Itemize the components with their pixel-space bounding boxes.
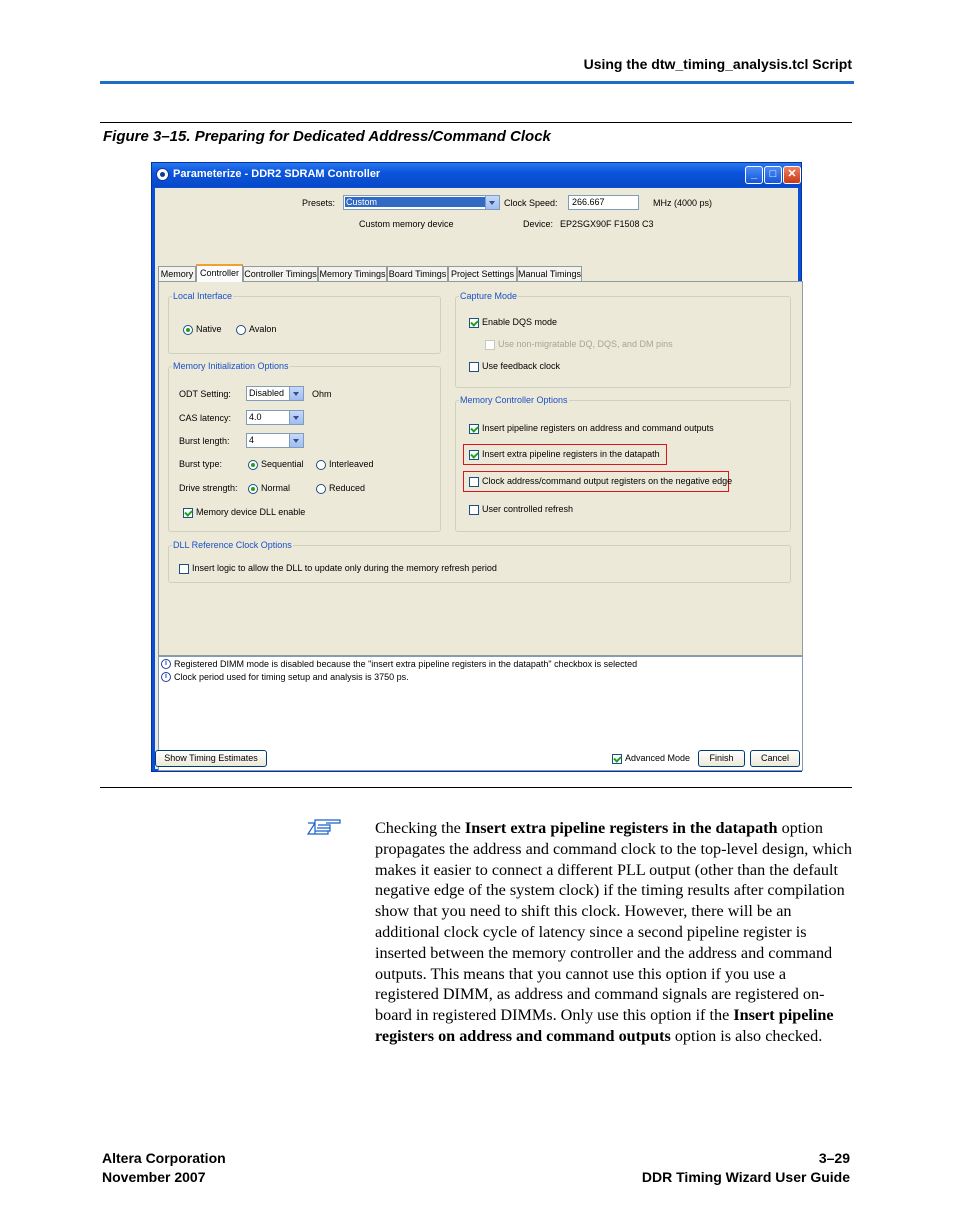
enable-dqs-checkbox[interactable] (469, 318, 479, 328)
presets-value: Custom (345, 197, 485, 207)
interleaved-label: Interleaved (329, 459, 374, 469)
controller-tab-panel (158, 281, 803, 656)
clock-address-checkbox[interactable] (469, 477, 479, 487)
advanced-mode-checkbox[interactable] (612, 754, 622, 764)
native-label: Native (196, 324, 222, 334)
cas-value: 4.0 (249, 412, 262, 422)
maximize-button[interactable]: □ (764, 166, 782, 184)
odt-unit: Ohm (312, 389, 332, 399)
dll-enable-checkbox[interactable] (183, 508, 193, 518)
note-bold-option: Insert pipeline registers on address and command outputs (375, 1006, 834, 1045)
non-migratable-label: Use non-migratable DQ, DQS, and DM pins (498, 339, 673, 349)
device-label: Device: (523, 219, 554, 229)
burst-length-value: 4 (249, 435, 255, 445)
pointing-hand-icon (306, 817, 342, 837)
avalon-radio[interactable] (236, 325, 246, 335)
burst-type-label: Burst type: (179, 459, 223, 469)
memory-init-title: Memory Initialization Options (173, 361, 289, 371)
dll-reference-group (168, 540, 791, 583)
insert-extra-label: Insert extra pipeline registers in the datapath (482, 449, 660, 459)
feedback-clock-label: Use feedback clock (482, 361, 561, 371)
footer-guide-title: DDR Timing Wizard User Guide (641, 1169, 850, 1185)
chevron-down-icon[interactable] (485, 196, 499, 209)
presets-description: Custom memory device (359, 219, 454, 229)
dll-enable-label: Memory device DLL enable (196, 507, 306, 517)
normal-radio[interactable] (248, 484, 258, 494)
odt-value: Disabled (249, 388, 285, 398)
drive-strength-label: Drive strength: (179, 483, 238, 493)
device-value: EP2SGX90F F1508 C3 (560, 219, 654, 229)
tab-memory[interactable]: Memory (158, 266, 196, 281)
note-text: option propagates the address and command clock to the top-level design, which makes it easier to connect a different PLL output (other than the default negative edge of the system clock) if the timing results after compilation show that you need to shift this clock. However, there will be an additional clock cycle of latency since a second pipeline register is inserted between the memory controller and the address and command outputs. This means that you cannot use this option if you use a registered DIMM, as address and command signals are registered on-board in registered DIMMs. Only use this option if the (375, 819, 852, 1025)
memory-init-group (168, 361, 441, 532)
advanced-mode-label: Advanced Mode (625, 753, 691, 763)
figure-rule-top (100, 122, 852, 123)
header-rule (100, 81, 854, 84)
tab-memory-timings[interactable]: Memory Timings (318, 266, 387, 281)
capture-mode-group (455, 291, 791, 388)
sequential-label: Sequential (261, 459, 304, 469)
cancel-button[interactable]: Cancel (750, 750, 800, 767)
close-button[interactable]: ✕ (783, 166, 801, 184)
clock-address-label: Clock address/command output registers on the negative edge (482, 476, 733, 486)
note-paragraph (375, 818, 853, 1047)
clock-speed-unit: MHz (4000 ps) (653, 198, 713, 208)
footer-company: Altera Corporation (102, 1150, 226, 1166)
footer-date: November 2007 (102, 1169, 206, 1185)
parameterize-dialog (151, 162, 802, 772)
local-interface-group (168, 291, 441, 354)
figure-caption: Figure 3–15. Preparing for Dedicated Address/Command Clock (103, 128, 551, 145)
minimize-button[interactable]: _ (745, 166, 763, 184)
clock-speed-input[interactable]: 266.667 (568, 195, 639, 210)
info-icon: i (161, 659, 171, 669)
insert-pipeline-label: Insert pipeline registers on address and command outputs (482, 423, 714, 433)
presets-label: Presets: (302, 198, 336, 208)
odt-select[interactable] (246, 386, 304, 401)
reduced-label: Reduced (329, 483, 366, 493)
tab-project-settings[interactable]: Project Settings (448, 266, 517, 281)
insert-logic-checkbox[interactable] (179, 564, 189, 574)
dialog-client (155, 188, 798, 769)
normal-label: Normal (261, 483, 291, 493)
clock-speed-label: Clock Speed: (504, 198, 558, 208)
cas-select[interactable] (246, 410, 304, 425)
chevron-down-icon[interactable] (289, 434, 303, 447)
tab-controller-timings[interactable]: Controller Timings (243, 266, 318, 281)
user-refresh-checkbox[interactable] (469, 505, 479, 515)
cas-label: CAS latency: (179, 413, 232, 423)
running-header: Using the dtw_timing_analysis.tcl Script (583, 56, 852, 72)
dll-reference-title: DLL Reference Clock Options (173, 540, 292, 550)
feedback-clock-checkbox[interactable] (469, 362, 479, 372)
user-refresh-label: User controlled refresh (482, 504, 574, 514)
note-bold-option: Insert extra pipeline registers in the datapath (464, 819, 778, 837)
burst-length-label: Burst length: (179, 436, 230, 446)
footer-page-number: 3–29 (818, 1150, 850, 1166)
tab-controller[interactable]: Controller (196, 264, 243, 282)
memory-controller-title: Memory Controller Options (460, 395, 568, 405)
dialog-title: Parameterize - DDR2 SDRAM Controller (173, 168, 381, 180)
note-text: option is also checked. (670, 1026, 823, 1045)
presets-select[interactable] (343, 195, 500, 210)
figure-rule-bottom (100, 787, 852, 788)
app-icon (156, 168, 169, 181)
reduced-radio[interactable] (316, 484, 326, 494)
insert-pipeline-checkbox[interactable] (469, 424, 479, 434)
memory-controller-group (455, 395, 791, 532)
tab-board-timings[interactable]: Board Timings (387, 266, 448, 281)
interleaved-radio[interactable] (316, 460, 326, 470)
info-icon: i (161, 672, 171, 682)
burst-length-select[interactable] (246, 433, 304, 448)
dialog-titlebar (152, 163, 801, 187)
odt-label: ODT Setting: (179, 389, 231, 399)
show-timing-button[interactable]: Show Timing Estimates (155, 750, 267, 767)
native-radio[interactable] (183, 325, 193, 335)
non-migratable-checkbox[interactable] (485, 340, 495, 350)
message-line: Clock period used for timing setup and analysis is 3750 ps. (174, 672, 409, 682)
finish-button[interactable]: Finish (698, 750, 745, 767)
avalon-label: Avalon (249, 324, 277, 334)
tab-manual-timings[interactable]: Manual Timings (517, 266, 582, 281)
insert-logic-label: Insert logic to allow the DLL to update only during the memory refresh period (192, 563, 497, 573)
chevron-down-icon[interactable] (289, 387, 303, 400)
message-line: Registered DIMM mode is disabled because the "insert extra pipeline registers in the datapath" checkbox is selected (174, 659, 638, 669)
local-interface-title: Local Interface (173, 291, 233, 301)
insert-extra-checkbox[interactable] (469, 450, 479, 460)
note-text: Checking the (375, 819, 465, 837)
capture-mode-title: Capture Mode (460, 291, 518, 301)
chevron-down-icon[interactable] (289, 411, 303, 424)
sequential-radio[interactable] (248, 460, 258, 470)
enable-dqs-label: Enable DQS mode (482, 317, 558, 327)
